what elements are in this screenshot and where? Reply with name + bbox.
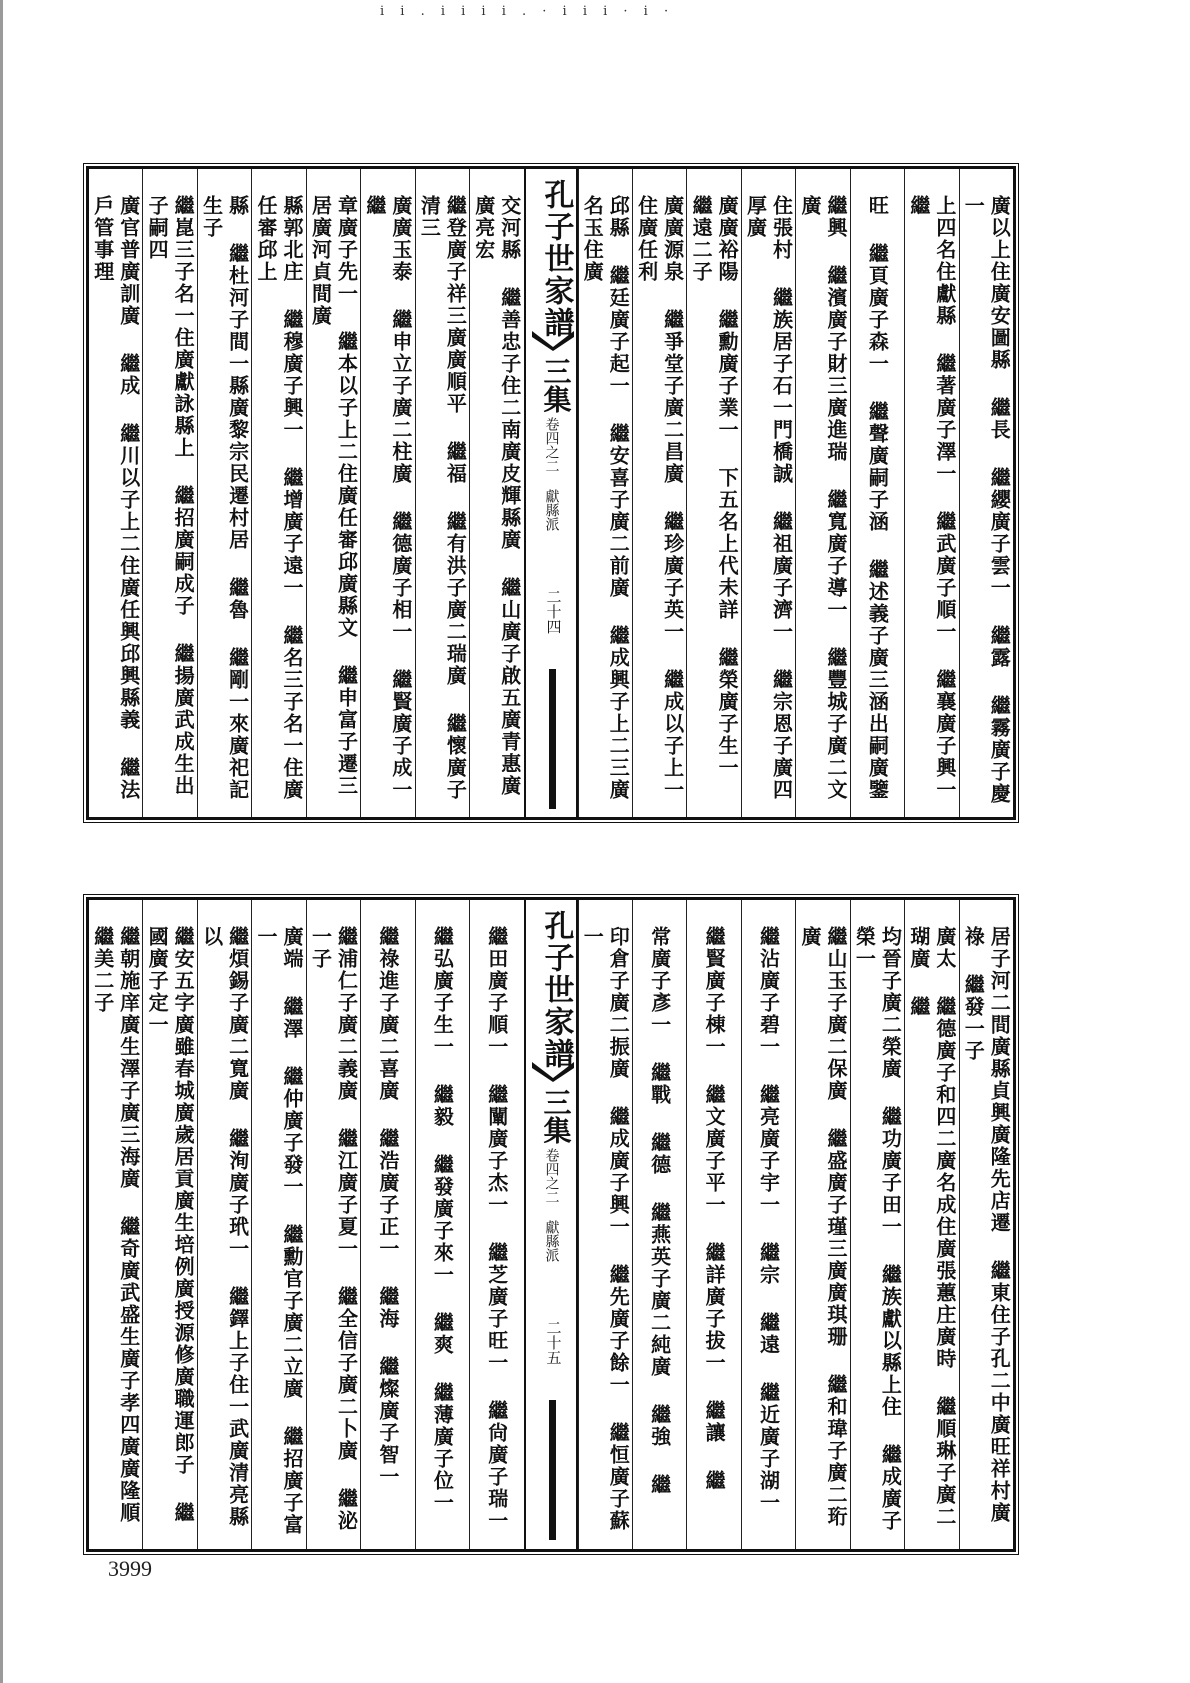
column: [686, 169, 740, 817]
column-text: 繼沾廣子碧一 繼亮廣子宇一 繼宗 繼遠 繼近廣子湖一: [756, 926, 781, 1514]
column-text: 廣太 繼德廣子和四二廣名成住廣張蕙庄廣時 繼順琳子廣二瑚廣 繼: [906, 926, 957, 1528]
fold-line: [549, 669, 556, 809]
column: [251, 900, 305, 1549]
column-text: 廣端 繼澤 繼仲廣子發一 繼勳官子廣二立廣 繼招廣子富一: [254, 926, 305, 1536]
center-fold-column: [524, 900, 578, 1549]
column: [959, 900, 1013, 1549]
column: [578, 900, 632, 1549]
column: [360, 169, 414, 817]
column: [197, 169, 251, 817]
column: [741, 169, 795, 817]
column: [686, 900, 740, 1549]
leaf-number: 二十四: [544, 589, 563, 634]
column: [850, 900, 904, 1549]
column-text: 常廣子彥一 繼戰 繼德 繼燕英子廣二純廣 繼強 繼: [647, 926, 672, 1496]
column: [795, 169, 849, 817]
bottom-page-frame: [86, 897, 1016, 1552]
column: [904, 900, 958, 1549]
column-text: 廣廣玉泰 繼申立子廣二柱廣 繼德廣子相一 繼賢廣子成一 繼: [362, 195, 413, 801]
fishtail-mark-icon: [530, 1060, 576, 1082]
column-text: 廣廣源泉 繼爭堂子廣二昌廣 繼珍廣子英一 繼成以子上一住廣任利: [634, 195, 685, 801]
column: [415, 169, 469, 817]
column: [142, 169, 196, 817]
column-text: 交河縣 繼善忠子住二南廣皮輝縣廣 繼山廣子啟五廣青惠廣廣亮宏: [471, 195, 522, 797]
volume-branch-label: 卷四之二 獻縣派: [543, 417, 560, 531]
column-text: 上四名住獻縣 繼著廣子澤一 繼武廣子順一 繼襄廣子興一 繼: [906, 195, 957, 801]
column-text: 章廣子先一 繼本以子上二住廣任審邱廣縣文 繼申富子遷三居廣河貞間廣: [308, 195, 359, 797]
column-text: 繼登廣子祥三廣廣順平 繼福 繼有洪子廣二瑞廣 繼懷廣子清三: [417, 195, 468, 801]
column: [306, 900, 360, 1549]
column-text: 繼山玉子廣二保廣 繼盛廣子瑾三廣廣琪珊 繼和瑋子廣二珩廣: [797, 926, 848, 1528]
column-text: 邱縣 繼廷廣子起一 繼安喜子廣二前廣 繼成興子上二三廣名玉住廣: [580, 195, 631, 801]
column-text: 繼安五字廣雖春城廣歲居貢廣生培例廣授源修廣職運郎子 繼國廣子定一: [145, 926, 196, 1524]
fishtail-mark-icon: [530, 329, 576, 351]
column: [197, 900, 251, 1549]
volume-branch-label: 卷四之二 獻縣派: [543, 1148, 560, 1262]
book-title: 孔子世家譜: [538, 910, 574, 1070]
column: [959, 169, 1013, 817]
column-text: 繼賢廣子棟一 繼文廣子平一 繼詳廣子拔一 繼讓 繼: [702, 926, 727, 1492]
column-text: 繼崑三子名一住廣獻詠縣上 繼招廣嗣成子 繼揚廣武成生出子嗣四: [145, 195, 196, 797]
column-text: 縣 繼杜河子間一縣廣黎宗民遷村居 繼魯 繼剛一來廣祀記生子: [199, 195, 250, 801]
column: [632, 169, 686, 817]
book-title: 孔子世家譜: [538, 179, 574, 339]
column-text: 旺 繼頁廣子森一 繼聲廣嗣子涵 繼述義子廣三涵出嗣廣鑒: [865, 195, 890, 801]
column-text: 廣官普廣訓廣 繼成 繼川以子上二住廣任興邱興縣義 繼法戶管事理: [90, 195, 141, 801]
column: [632, 900, 686, 1549]
column-text: 均晉子廣二榮廣 繼功廣子田一 繼族獻以縣上住 繼成廣子榮一: [852, 926, 903, 1532]
column-text: 縣郭北庄 繼穆廣子興一 繼增廣子遠一 繼名三子名一住廣任審邱上: [254, 195, 305, 801]
column: [795, 900, 849, 1549]
column: [469, 169, 523, 817]
column-text: 繼祿進子廣二喜廣 繼浩廣子正一 繼海 繼燦廣子智一: [375, 926, 400, 1488]
top-bleed-marks: i i . i i i i . · i i i · i ·: [380, 4, 675, 19]
column-text: 住張村 繼族居子石一門橋誠 繼祖廣子濟一 繼宗恩子廣四厚廣: [743, 195, 794, 801]
column-text: 廣廣裕陽 繼勳廣子業一 下五名上代未詳 繼榮廣子生一 繼遠二子: [689, 195, 740, 779]
column: [89, 900, 142, 1549]
page-edge-line: [0, 0, 3, 1683]
column-text: 繼浦仁子廣二義廣 繼江廣子夏一 繼全信子廣二卜廣 繼泌一子: [308, 926, 359, 1532]
top-page-columns: [89, 169, 1013, 817]
column-text: 廣以上住廣安圖縣 繼長 繼纓廣子雲一 繼露 繼霧廣子慶一: [961, 195, 1012, 805]
column: [142, 900, 196, 1549]
column: [360, 900, 414, 1549]
bottom-page-columns: [89, 900, 1013, 1549]
column: [89, 169, 142, 817]
column: [741, 900, 795, 1549]
center-fold-column: [524, 169, 578, 817]
column: [904, 169, 958, 817]
collection-label: 三集: [539, 357, 573, 413]
column-text: 居子河二間廣縣貞興廣隆先店遷 繼東住子孔二中廣旺祥村廣祿 繼發一子: [961, 926, 1012, 1524]
column-text: 繼田廣子順一 繼闡廣子杰一 繼芝廣子旺一 繼尙廣子瑞一: [484, 926, 509, 1532]
column-text: 繼興 繼濱廣子財三廣進瑞 繼寬廣子導一 繼豐城子廣二文廣: [797, 195, 848, 801]
fold-line: [549, 1400, 556, 1540]
column: [578, 169, 632, 817]
column: [415, 900, 469, 1549]
column-text: 繼弘廣子生一 繼毅 繼發廣子來一 繼爽 繼薄廣子位一: [430, 926, 455, 1514]
column-text: 繼朝施庠廣生澤子廣三海廣 繼奇廣武盛生廣子孝四廣廣隆順 繼美二子: [90, 926, 141, 1524]
column: [251, 169, 305, 817]
column: [306, 169, 360, 817]
column-text: 印倉子廣二振廣 繼成廣子興一 繼先廣子餘一 繼恒廣子蘇一: [580, 926, 631, 1532]
column: [850, 169, 904, 817]
page-number: 3999: [108, 1556, 152, 1581]
column-text: 繼煩錫子廣二寬廣 繼洵廣子玳一 繼鐸上子住一武廣清亮縣以: [199, 926, 250, 1528]
column: [469, 900, 523, 1549]
collection-label: 三集: [539, 1088, 573, 1144]
leaf-number: 二十五: [544, 1320, 563, 1365]
top-page-frame: [86, 166, 1016, 820]
